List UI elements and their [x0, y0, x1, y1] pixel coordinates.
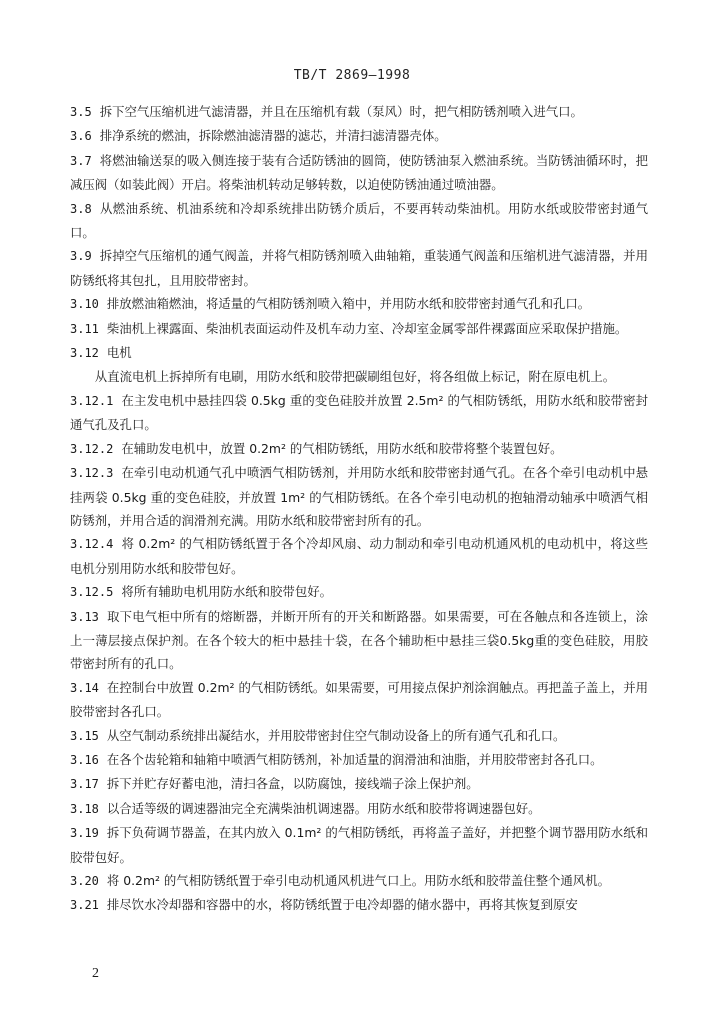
paragraph-text: 将 0.2m² 的气相防锈纸置于各个冷却风扇、动力制动和牵引电动机通风机的电动机中，将这些电机分别用防水纸和胶带包好。	[70, 536, 648, 576]
section-number: 3.18	[70, 801, 99, 816]
paragraph-text: 柴油机上裸露面、柴油机表面运动件及机车动力室、冷却室金属零部件裸露面应采取保护措施。	[106, 320, 628, 336]
section-number: 3.12.2	[70, 441, 114, 456]
section-number: 3.13	[70, 609, 99, 624]
paragraph-text: 电机	[106, 345, 132, 361]
section-number: 3.6	[70, 129, 92, 144]
paragraph-text: 排尽饮水冷却器和容器中的水，将防锈纸置于电冷却器的储水器中，再将其恢复到原安	[106, 897, 578, 913]
section-number: 3.12.1	[70, 393, 114, 408]
paragraph	[70, 389, 648, 437]
paragraph	[70, 605, 648, 676]
paragraph	[70, 724, 648, 748]
paragraph-text: 以合适等级的调速器油完全充满柴油机调速器。用防水纸和胶带将调速器包好。	[106, 800, 541, 816]
paragraph-text: 从燃油系统、机油系统和冷却系统排出防锈介质后，不要再转动柴油机。用防水纸或胶带密封通气口。	[70, 200, 648, 241]
paragraph-text: 将燃油输送泵的吸入侧连接于装有合适防锈油的圆筒，使防锈油泵入燃油系统。当防锈油循环时，把减压阀（如装此阀）开启。将柴油机转动足够转数，以迫使防锈油通过喷油器。	[70, 152, 648, 193]
paragraph-text: 从直流电机上拆掉所有电刷，用防水纸和胶带把碳刷组包好，将各组做上标记，附在原电机上。	[94, 369, 616, 385]
paragraph-text: 排净系统的燃油，拆除燃油滤清器的滤芯，并清扫滤清器壳体。	[99, 128, 447, 144]
paragraph-text: 从空气制动系统排出凝结水，并用胶带密封住空气制动设备上的所有通气孔和孔口。	[106, 727, 566, 743]
page-number: 2	[92, 966, 99, 981]
section-number: 3.12.3	[70, 466, 114, 481]
section-number: 3.5	[70, 105, 92, 119]
paragraph	[70, 580, 648, 604]
paragraph	[70, 461, 648, 532]
section-number: 3.12	[70, 346, 99, 361]
paragraph	[70, 772, 648, 796]
paragraph-text: 拆下空气压缩机进气滤清器，并且在压缩机有载（泵风）时，把气相防锈剂喷入进气口。	[99, 104, 583, 119]
paragraph	[70, 197, 648, 245]
document-header: TB/T 2869—1998	[293, 68, 411, 83]
section-number: 3.11	[70, 321, 99, 336]
paragraph	[70, 797, 648, 821]
paragraph	[70, 676, 648, 724]
paragraph	[70, 437, 648, 461]
paragraph	[70, 365, 648, 388]
paragraph	[70, 149, 648, 197]
paragraph-text: 将 0.2m² 的气相防锈纸置于牵引电动机通风机进气口上。用防水纸和胶带盖住整个通风机。	[106, 873, 610, 888]
document-body	[70, 100, 648, 918]
paragraph-text: 在辅助发电机中，放置 0.2m² 的气相防锈纸，用防水纸和胶带将整个装置包好。	[121, 440, 563, 456]
section-number: 3.20	[70, 874, 99, 888]
paragraph-text: 在牵引电动机通气孔中喷洒气相防锈剂，并用防水纸和胶带密封通气孔。在各个牵引电动机中悬挂两袋 0.5kg 重的变色硅胶，并放置 1m² 的气相防锈纸。在各个牵引电动机的抱轴滑动轴承中喷洒气相防锈剂，并用合适的润滑剂充满。用防水纸和胶带密封所有的孔。	[70, 465, 648, 528]
paragraph	[70, 341, 648, 365]
paragraph	[70, 893, 648, 917]
paragraph	[70, 100, 648, 124]
paragraph	[70, 821, 648, 869]
paragraph	[70, 869, 648, 893]
section-number: 3.16	[70, 752, 99, 767]
paragraph	[70, 244, 648, 292]
section-number: 3.15	[70, 728, 99, 743]
paragraph-text: 排放燃油箱燃油，将适量的气相防锈剂喷入箱中，并用防水纸和胶带密封通气孔和孔口。	[106, 296, 591, 312]
section-number: 3.12.4	[70, 537, 114, 552]
paragraph	[70, 748, 648, 772]
section-number: 3.9	[70, 249, 92, 264]
paragraph	[70, 124, 648, 148]
section-number: 3.8	[70, 201, 92, 216]
section-number: 3.14	[70, 680, 99, 695]
section-number: 3.21	[70, 898, 99, 913]
paragraph	[70, 317, 648, 341]
paragraph-text: 拆下负荷调节器盖，在其内放入 0.1m² 的气相防锈纸，再将盖子盖好，并把整个调节器用防水纸和胶带包好。	[70, 825, 648, 865]
paragraph	[70, 292, 648, 316]
paragraph-text: 拆下并贮存好蓄电池，清扫各盒，以防腐蚀，接线端子涂上保护剂。	[106, 776, 479, 792]
section-number: 3.19	[70, 826, 99, 841]
paragraph-text: 拆掉空气压缩机的通气阀盖，并将气相防锈剂喷入曲轴箱，重装通气阀盖和压缩机进气滤清器，并用防锈纸将其包扎，且用胶带密封。	[70, 248, 648, 288]
section-number: 3.7	[70, 153, 92, 168]
section-number: 3.17	[70, 777, 99, 792]
paragraph-text: 将所有辅助电机用防水纸和胶带包好。	[121, 584, 332, 600]
paragraph-text: 在主发电机中悬挂四袋 0.5kg 重的变色硅胶并放置 2.5m² 的气相防锈纸，用防水纸和胶带密封通气孔及孔口。	[70, 392, 648, 433]
paragraph-text: 取下电气柜中所有的熔断器，并断开所有的开关和断路器。如果需要，可在各触点和各连锁上，涂上一薄层接点保护剂。在各个较大的柜中悬挂十袋，在各个辅助柜中悬挂三袋0.5kg重的变色硅胶，用胶带密封所有的孔口。	[70, 608, 648, 672]
paragraph	[70, 532, 648, 580]
section-number: 3.10	[70, 297, 99, 312]
paragraph-text: 在控制台中放置 0.2m² 的气相防锈纸。如果需要，可用接点保护剂涂润触点。再把盖子盖上，并用胶带密封各孔口。	[70, 679, 648, 720]
paragraph-text: 在各个齿轮箱和轴箱中喷洒气相防锈剂，补加适量的润滑油和油脂，并用胶带密封各孔口。	[106, 751, 603, 767]
section-number: 3.12.5	[70, 585, 114, 600]
